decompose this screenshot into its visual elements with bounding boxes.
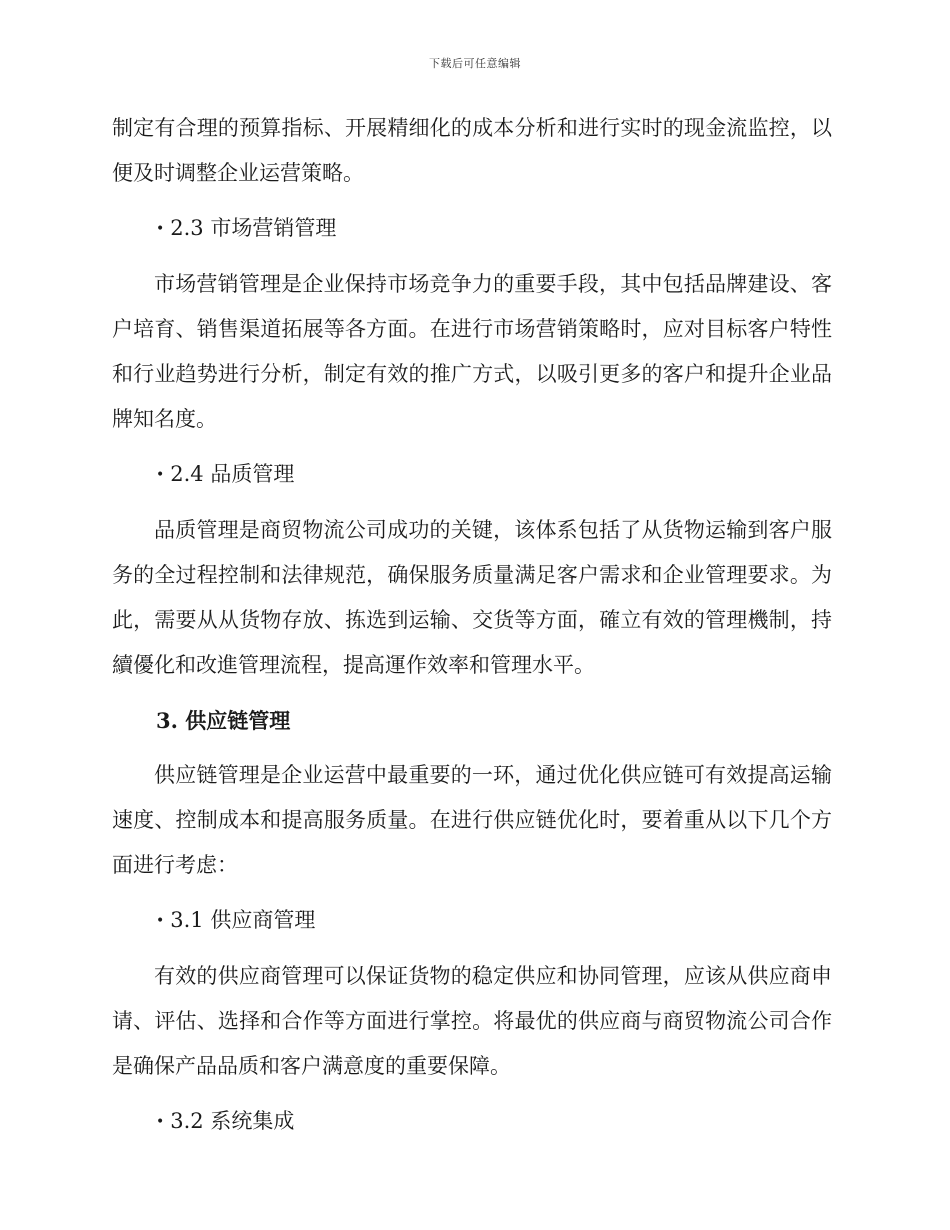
paragraph-2-3: 市场营销管理是企业保持市场竞争力的重要手段，其中包括品牌建设、客户培育、销售渠道拓展等各方面。在进行市场营销策略时，应对目标客户特性和行业趋势进行分析，制定有效的推广方式，以吸引更多的客户和提升企业品牌知名度。 [112,272,832,431]
heading-3: 3. 供应链管理 [156,708,291,733]
heading-2-4-text: 2.4 品质管理 [170,462,295,486]
bullet-icon: • [156,467,165,483]
page-header-note: 下载后可任意编辑 [429,57,521,70]
heading-3-1 [112,898,832,944]
heading-3-2-text: 3.2 系统集成 [170,1109,295,1133]
heading-3-2 [112,1099,832,1145]
heading-2-3-text: 2.3 市场营销管理 [170,216,337,240]
heading-3-1-text: 3.1 供应商管理 [170,908,316,932]
heading-2-3 [112,206,832,252]
paragraph-intro: 制定有合理的预算指标、开展精细化的成本分析和进行实时的现金流监控，以便及时调整企业运营策略。 [112,116,832,185]
paragraph-3-1: 有效的供应商管理可以保证货物的稳定供应和协同管理，应该从供应商申请、评估、选择和合作等方面进行掌控。将最优的供应商与商贸物流公司合作是确保产品品质和客户满意度的重要保障。 [112,964,832,1078]
paragraph-3: 供应链管理是企业运营中最重要的一环，通过优化供应链可有效提高运输速度、控制成本和提高服务质量。在进行供应链优化时，要着重从以下几个方面进行考虑： [112,763,832,877]
paragraph-2-4: 品质管理是商贸物流公司成功的关键，该体系包括了从货物运输到客户服务的全过程控制和法律规范，确保服务质量满足客户需求和企业管理要求。为此，需要从从货物存放、拣选到运输、交货等方面，確立有效的管理機制，持續優化和改進管理流程，提高運作效率和管理水平。 [112,518,832,677]
bullet-icon: • [156,913,165,929]
bullet-icon: • [156,1114,165,1130]
heading-2-4 [112,452,832,498]
document-body [112,106,832,1145]
bullet-icon: • [156,221,165,237]
